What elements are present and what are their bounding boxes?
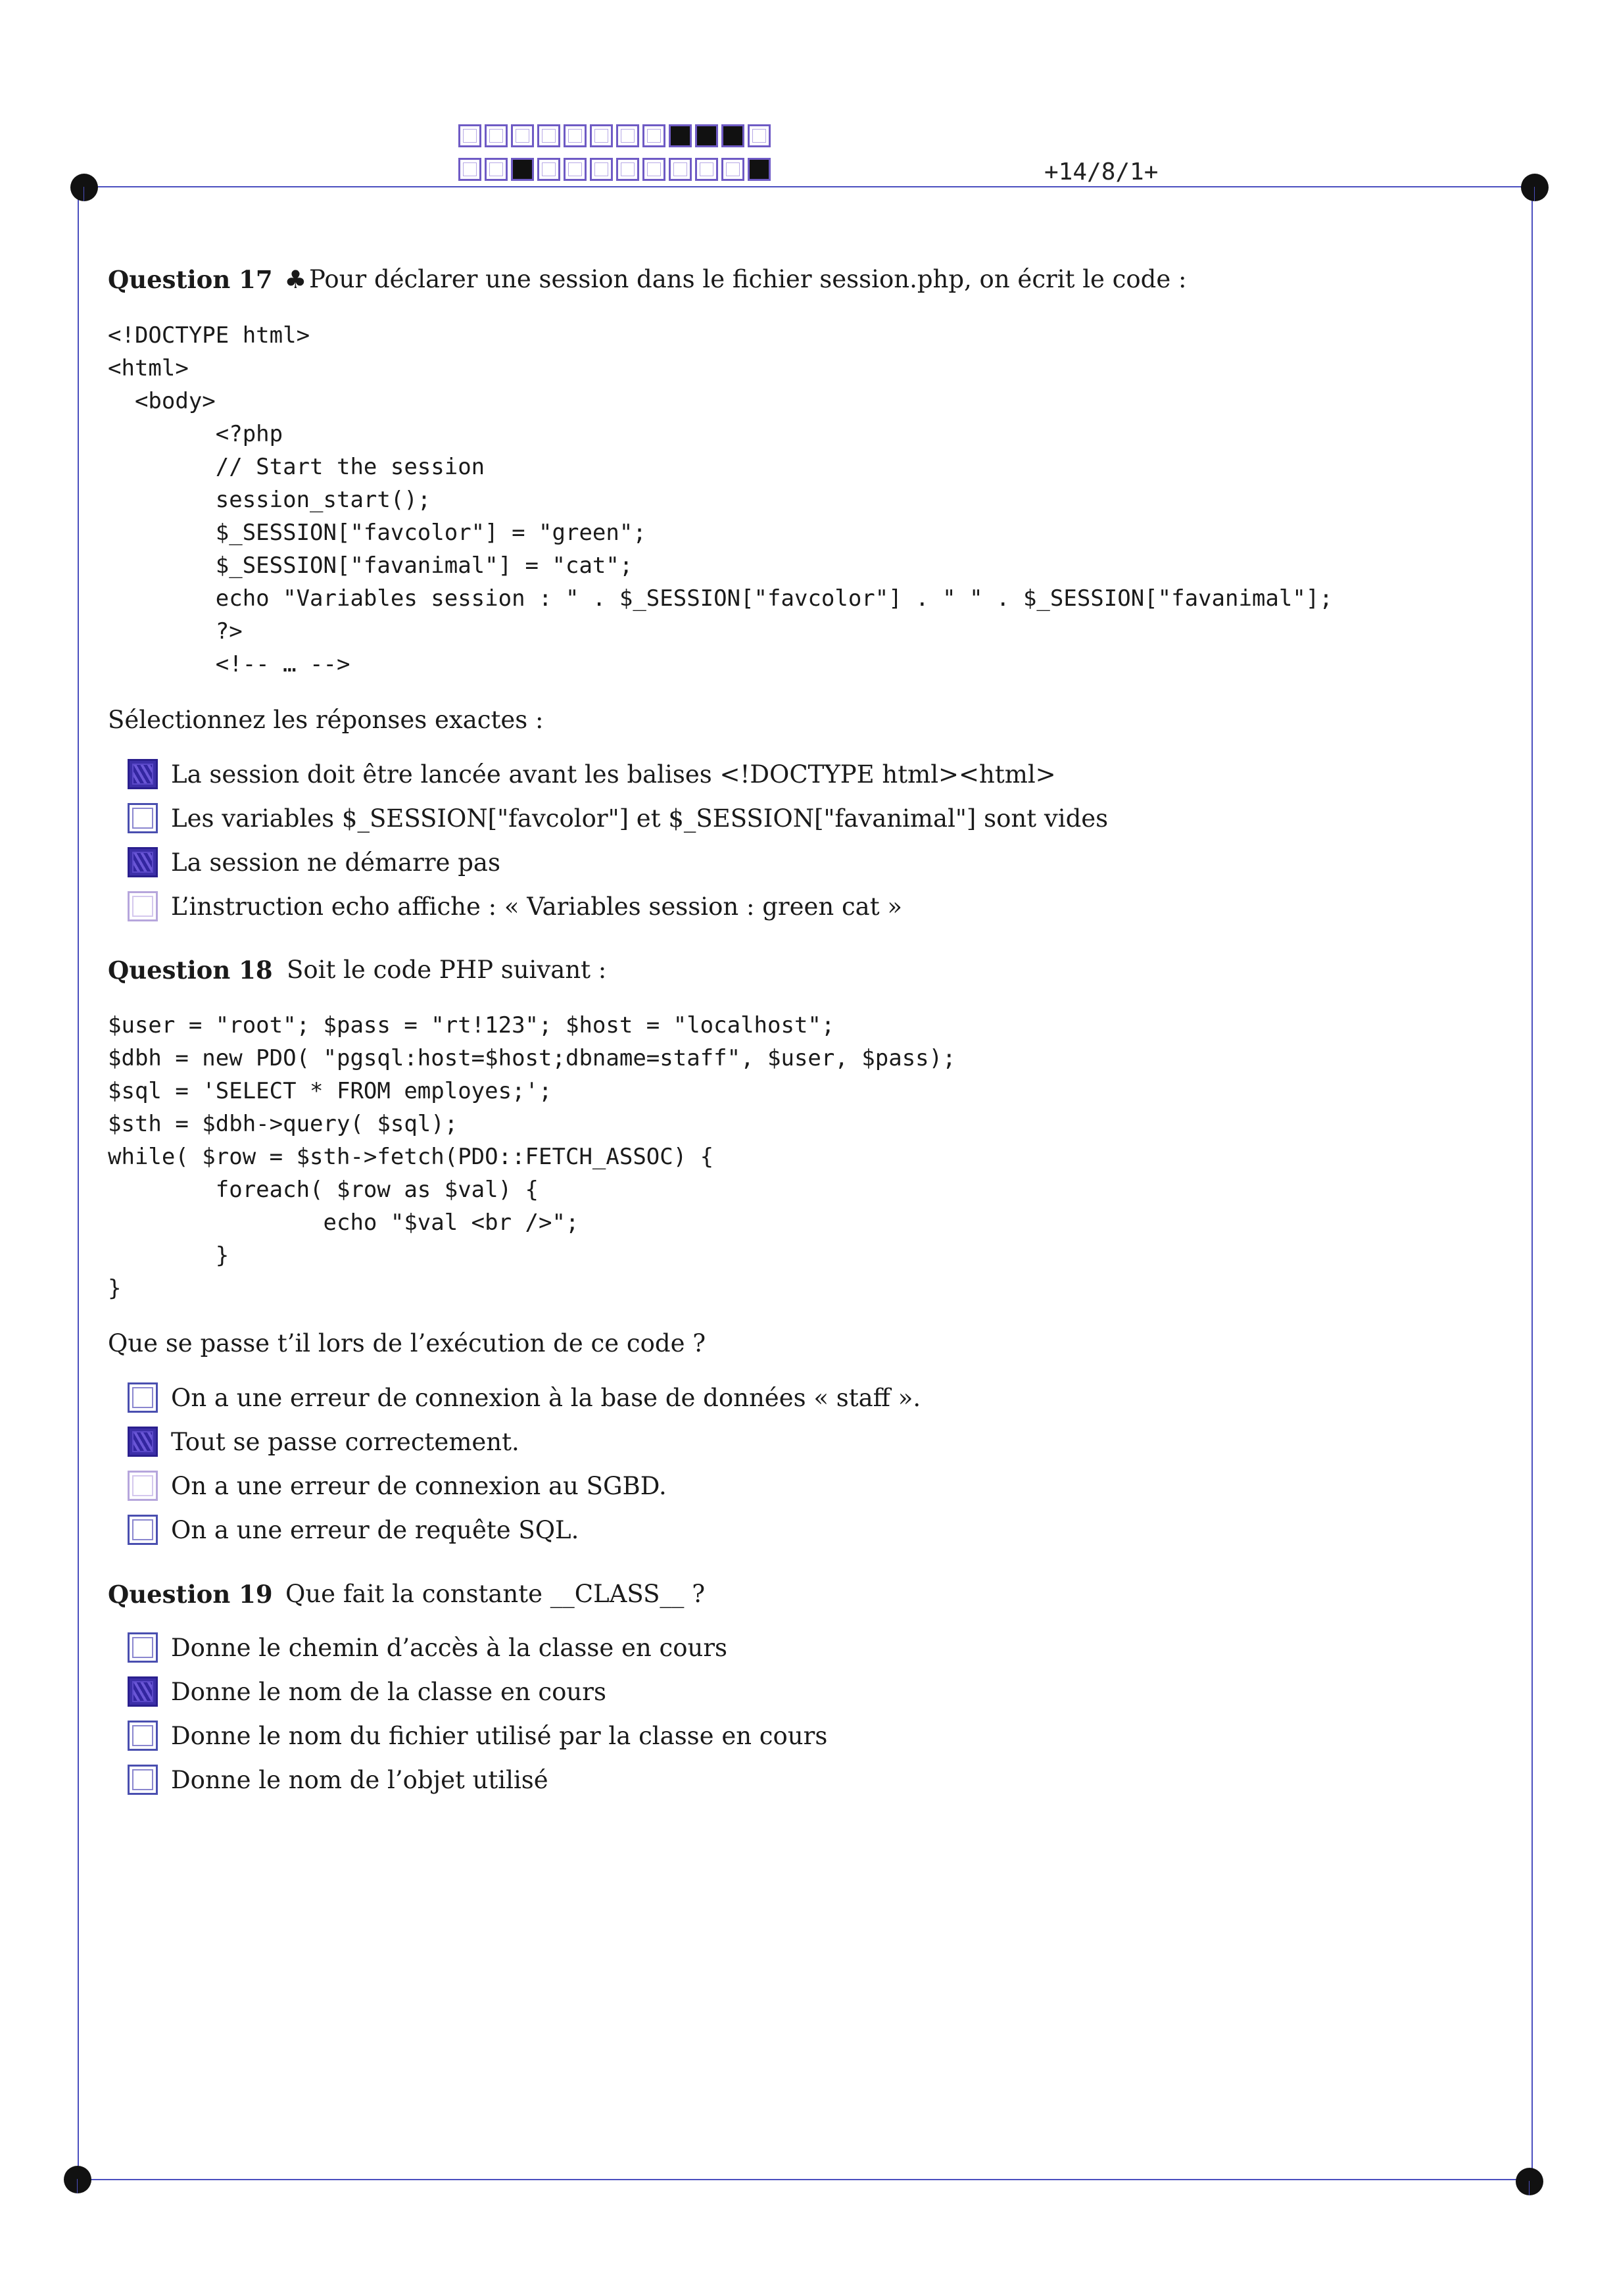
answer-label: L’instruction echo affiche : « Variables session : green cat » [171, 892, 903, 921]
frame-top-line [84, 186, 1535, 187]
frame-left-line [78, 186, 79, 2179]
code-cell [616, 158, 639, 181]
code-cell [511, 158, 534, 181]
checkbox[interactable] [128, 1765, 158, 1795]
code-cell [695, 124, 718, 147]
checkbox[interactable] [128, 1515, 158, 1545]
answer-option[interactable] [128, 1469, 667, 1502]
answer-option[interactable] [128, 846, 500, 879]
corner-marker-top-right [1521, 174, 1549, 201]
code-cell [616, 124, 639, 147]
answer-label: Les variables $_SESSION["favcolor"] et $_SESSION["favanimal"] sont vides [171, 804, 1109, 833]
code-cell [458, 124, 481, 147]
code-cell [564, 158, 587, 181]
answer-option[interactable] [128, 1675, 606, 1708]
checkbox[interactable] [128, 1632, 158, 1663]
code-cell [642, 158, 665, 181]
code-cell [458, 158, 481, 181]
question-18-prompt: Que se passe t’il lors de l’exécution de ce code ? [108, 1329, 706, 1357]
code-cell [564, 124, 587, 147]
answer-label: Donne le chemin d’accès à la classe en cours [171, 1633, 728, 1662]
answer-label: On a une erreur de connexion à la base de données « staff ». [171, 1383, 921, 1412]
answer-option[interactable] [128, 1763, 548, 1796]
code-cell [590, 124, 613, 147]
answer-option[interactable] [128, 1719, 827, 1752]
club-icon: ♣ [284, 265, 307, 294]
page-id: +14/8/1+ [1044, 159, 1159, 185]
binary-code-row-1 [458, 124, 774, 147]
corner-marker-top-left [70, 174, 98, 201]
code-cell [590, 158, 613, 181]
answer-label: On a une erreur de requête SQL. [171, 1515, 579, 1544]
corner-marker-bottom-left [64, 2166, 91, 2193]
question-18-code: $user = "root"; $pass = "rt!123"; $host = "localhost"; $dbh = new PDO( "pgsql:host=$host;dbname=staff", $user, $pass); $sql = 'SELECT * FROM employes;'; $sth = $dbh->query( $sql); while( $row = $sth->fetch(PDO::FETCH_ASSOC) { foreach( $row as $val) { echo "$val <br />"; } } [108, 1012, 956, 1302]
question-18-text: Soit le code PHP suivant : [287, 956, 607, 984]
answer-option[interactable] [128, 890, 902, 923]
checked-checkbox[interactable] [128, 847, 158, 877]
binary-code-row-2 [458, 158, 774, 181]
answer-option[interactable] [128, 1425, 519, 1458]
answer-option[interactable] [128, 1631, 727, 1664]
corner-marker-bottom-right [1516, 2168, 1543, 2195]
frame-bottom-line [77, 2179, 1530, 2180]
question-19-label: Question 19 [108, 1580, 273, 1609]
question-18-label: Question 18 [108, 956, 273, 985]
code-cell [485, 124, 508, 147]
code-cell [669, 158, 692, 181]
question-17 [108, 265, 1187, 294]
code-cell [669, 124, 692, 147]
code-cell [537, 124, 560, 147]
checked-checkbox[interactable] [128, 1427, 158, 1457]
checkbox[interactable] [128, 1471, 158, 1501]
code-cell [485, 158, 508, 181]
checkbox[interactable] [128, 891, 158, 921]
code-cell [642, 124, 665, 147]
question-19 [108, 1580, 706, 1609]
code-cell [721, 158, 744, 181]
code-cell [748, 124, 771, 147]
checkbox[interactable] [128, 803, 158, 833]
checked-checkbox[interactable] [128, 1676, 158, 1707]
code-cell [537, 158, 560, 181]
question-17-text: Pour déclarer une session dans le fichier session.php, on écrit le code : [309, 265, 1187, 293]
answer-label: Donne le nom de l’objet utilisé [171, 1765, 548, 1794]
checkbox[interactable] [128, 1721, 158, 1751]
question-19-text: Que fait la constante __CLASS__ ? [285, 1580, 706, 1608]
answer-label: Tout se passe correctement. [171, 1427, 519, 1456]
code-cell [748, 158, 771, 181]
question-17-code: <!DOCTYPE html> <html> <body> <?php // Start the session session_start(); $_SESSION["favcolor"] = "green"; $_SESSION["favanimal"] = "cat"; echo "Variables session : " . $_SESSION["favcolor"] . " " . $_SESSION["favanimal"]; ?> <!-- … --> [108, 322, 1333, 677]
question-18 [108, 956, 607, 985]
code-cell [511, 124, 534, 147]
answer-label: La session doit être lancée avant les balises <!DOCTYPE html><html> [171, 760, 1056, 789]
code-cell [695, 158, 718, 181]
code-cell [721, 124, 744, 147]
checked-checkbox[interactable] [128, 759, 158, 789]
question-17-label: Question 17 [108, 265, 273, 294]
checkbox[interactable] [128, 1382, 158, 1413]
answer-option[interactable] [128, 758, 1056, 791]
answer-option[interactable] [128, 802, 1108, 835]
answer-label: Donne le nom de la classe en cours [171, 1677, 606, 1706]
answer-option[interactable] [128, 1513, 579, 1546]
answer-label: On a une erreur de connexion au SGBD. [171, 1471, 667, 1500]
answer-label: La session ne démarre pas [171, 848, 500, 877]
frame-right-line [1531, 186, 1533, 2179]
answer-option[interactable] [128, 1381, 921, 1414]
answer-label: Donne le nom du fichier utilisé par la classe en cours [171, 1721, 828, 1750]
question-17-prompt: Sélectionnez les réponses exactes : [108, 706, 544, 734]
